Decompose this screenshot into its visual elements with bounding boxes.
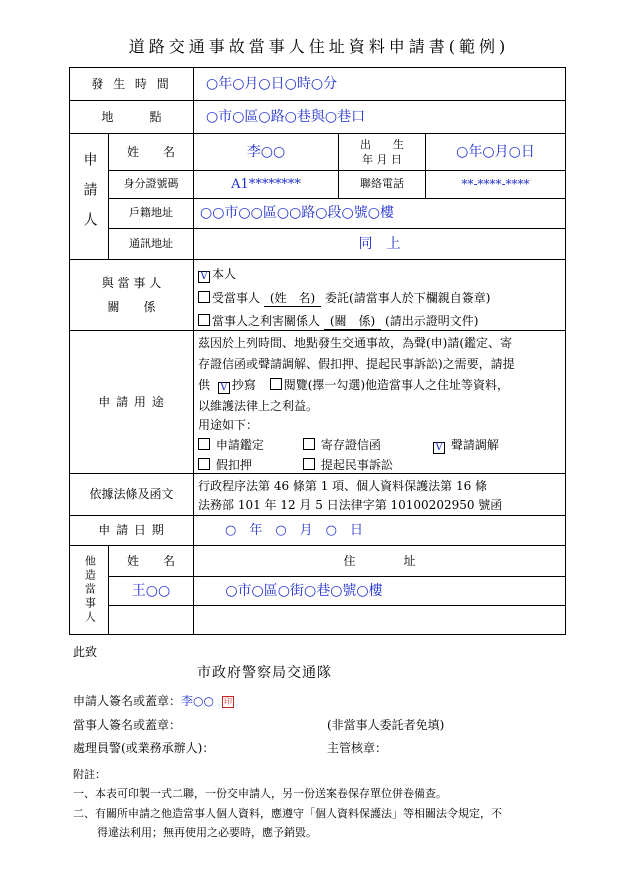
relationship-label-line2: 關 係 — [107, 300, 156, 314]
use-attachment-label: 假扣押 — [215, 458, 252, 472]
birth-label-line1: 出 生 — [360, 137, 404, 151]
notes-title: 附註： — [73, 768, 106, 781]
purpose-line3 — [198, 376, 509, 394]
officer-label: 處理員警(或業務承辦人)： — [73, 741, 215, 755]
use-appraisal-checkbox[interactable] — [198, 438, 210, 450]
party-signature-note: (非當事人委託者免填) — [327, 718, 445, 732]
read-label: 閱覽(擇一勾選)他造當事人之住址等資料， — [283, 378, 510, 392]
use-appraisal-label: 申請鑑定 — [215, 438, 264, 452]
use-certified-letter-checkbox[interactable] — [303, 438, 315, 450]
use-civil-suit-checkbox[interactable] — [303, 458, 315, 470]
use-certified-letter-label: 寄存證信函 — [320, 438, 381, 452]
use-civil-suit-label: 提起民事訴訟 — [320, 458, 393, 472]
occurrence-time-label: 發 生 時 間 — [91, 76, 172, 91]
entrusted-suffix: 委託(請當事人於下欄親自簽章) — [325, 291, 491, 305]
phone-value: **-****-**** — [461, 177, 530, 192]
purpose-line2: 存證信函或聲請調解、假扣押、提起民事訴訟)之需要，請提 — [198, 357, 515, 371]
self-label: 本人 — [212, 267, 237, 281]
application-form-table — [69, 67, 566, 635]
entrusted-checkbox[interactable] — [198, 291, 210, 303]
seal-stamp: 印 — [223, 697, 232, 706]
interested-party-label: 當事人之利害關係人 — [212, 314, 321, 328]
recipient: 市政府警察局交通隊 — [197, 665, 332, 681]
birth-label-line2: 年 月 日 — [362, 153, 402, 166]
read-checkbox[interactable] — [270, 378, 282, 390]
note-2-line2: 得違法利用；無再使用之必要時，應予銷毀。 — [97, 826, 317, 839]
applicant-name-label: 姓 名 — [126, 144, 175, 159]
applicant-signature — [73, 692, 234, 709]
purpose-label: 申 請 用 途 — [98, 394, 165, 409]
other-party-side-label: 他造當事人 — [83, 555, 97, 625]
to-label: 此致 — [73, 645, 98, 659]
purpose-line4: 以維護法律上之利益。 — [198, 399, 319, 413]
legal-basis-label: 依據法條及函文 — [89, 487, 174, 502]
other-party-address-value: ○市○區○街○巷○號○樓 — [225, 582, 383, 599]
location-value: ○市○區○路○巷與○巷口 — [206, 108, 366, 125]
other-party-name-value: 王○○ — [131, 582, 171, 599]
apply-date-label: 申 請 日 期 — [98, 523, 165, 538]
interested-party-checkbox[interactable] — [198, 314, 210, 326]
applicant-side-label: 申請人 — [81, 151, 98, 242]
household-address-label: 戶籍地址 — [129, 206, 173, 220]
interested-party-suffix: (請出示證明文件) — [385, 314, 479, 328]
birth-date-value: ○年○月○日 — [456, 143, 535, 160]
self-checkbox[interactable]: V — [198, 271, 210, 283]
relationship-option-interested[interactable] — [198, 312, 478, 330]
mailing-address-value: 同 上 — [358, 235, 401, 252]
applicant-name-value: 李○○ — [246, 143, 286, 160]
use-option-mediation[interactable] — [433, 436, 499, 454]
use-option-attachment[interactable] — [198, 456, 252, 473]
apply-date-value: ○ 年 ○ 月 ○ 日 — [224, 522, 364, 538]
entrusted-name-field[interactable]: (姓 名) — [264, 289, 321, 307]
form-title: 道路交通事故當事人住址資料申請書(範例) — [128, 37, 510, 56]
note-1: 一、本表可印製一式二聯，一份交申請人，另一份送案卷保存單位併卷備查。 — [73, 787, 447, 800]
copy-checkbox[interactable]: V — [218, 382, 230, 394]
use-option-appraisal[interactable] — [198, 436, 264, 453]
entrusted-label: 受當事人 — [212, 291, 261, 305]
other-party-name-header: 姓 名 — [126, 553, 175, 568]
use-attachment-checkbox[interactable] — [198, 458, 210, 470]
occurrence-time-value: ○年○月○日○時○分 — [206, 75, 338, 92]
purpose-line1: 茲因於上列時間、地點發生交通事故，為聲(申)請(鑑定、寄 — [198, 336, 513, 350]
mailing-address-label: 通訊地址 — [129, 236, 173, 250]
party-signature-label: 當事人簽名或蓋章： — [73, 718, 182, 732]
relationship-option-entrusted[interactable] — [198, 289, 490, 307]
uses-label: 用途如下： — [198, 418, 259, 432]
id-number-value: A1******** — [231, 176, 301, 192]
use-option-certified-letter[interactable] — [303, 436, 381, 453]
purpose-line3-prefix: 供 — [198, 378, 211, 392]
birth-date-label — [339, 134, 425, 170]
household-address-value: ○○市○○區○○路○段○號○樓 — [200, 205, 394, 222]
relationship-option-self[interactable] — [198, 265, 236, 283]
relationship-label — [70, 260, 193, 330]
use-option-civil-suit[interactable] — [303, 456, 393, 473]
use-mediation-label: 聲請調解 — [450, 438, 499, 452]
note-2-line1: 二、有關所申請之他造當事人個人資料，應遵守「個人資料保護法」等相關法令規定，不 — [73, 807, 502, 820]
supervisor-label: 主管核章： — [327, 741, 388, 755]
applicant-signature-label: 申請人簽名或蓋章： — [73, 694, 182, 708]
relationship-label-line1: 與 當 事 人 — [101, 276, 162, 290]
applicant-signature-value: 李○○ — [181, 694, 214, 708]
legal-basis-line1: 行政程序法第 46 條第 1 項、個人資料保護法第 16 條 — [198, 479, 488, 493]
phone-label: 聯絡電話 — [360, 177, 404, 191]
other-party-address-header: 住 址 — [343, 553, 416, 568]
interested-relation-field[interactable]: (關 係) — [324, 312, 381, 330]
copy-label: 抄寫 — [231, 378, 256, 392]
use-mediation-checkbox[interactable]: V — [433, 442, 445, 454]
legal-basis-line2: 法務部 101 年 12 月 5 日法律字第 10100202950 號函 — [198, 498, 503, 512]
location-label: 地 點 — [101, 109, 162, 124]
id-number-label: 身分證號碼 — [123, 177, 179, 191]
